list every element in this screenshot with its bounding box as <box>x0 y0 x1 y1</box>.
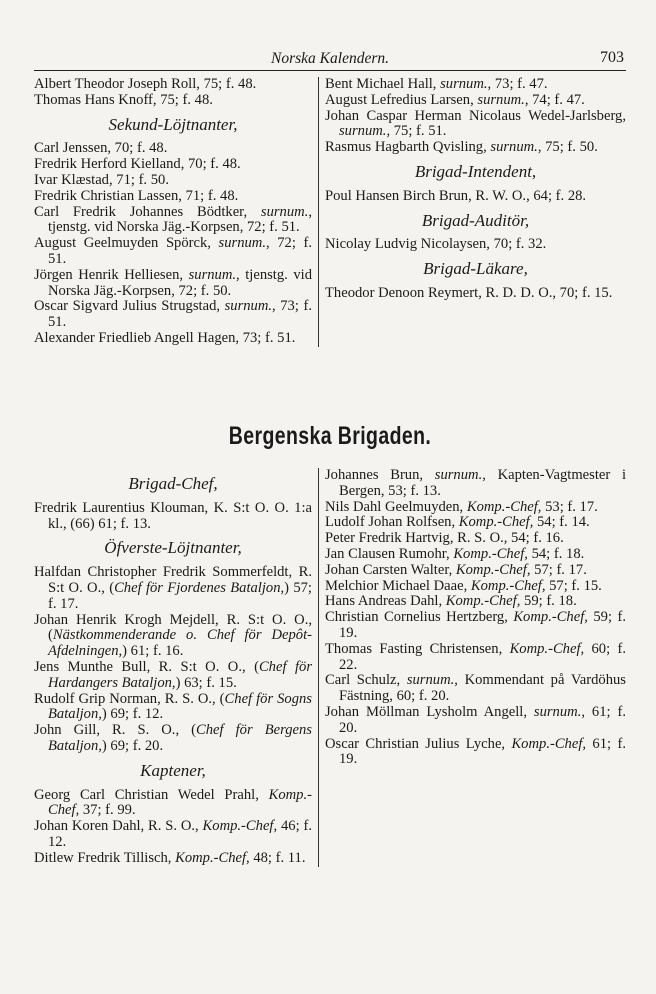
right-column <box>318 77 626 347</box>
italic-text: Chef för Fjordenes Bataljon, <box>114 579 285 596</box>
list-entry <box>34 565 312 612</box>
bottom-section <box>34 468 626 867</box>
italic-text: Chef för Sogns Bataljon, <box>48 690 312 723</box>
running-title: Norska Kalendern. <box>271 50 389 67</box>
text: August Lefredius Larsen, <box>325 91 478 108</box>
text: Johan Carsten Walter, <box>325 561 456 578</box>
list-entry <box>34 660 312 692</box>
text: Fredrik Laurentius Klouman, K. S:t O. O. 1:a kl., (66) 61; f. 13. <box>34 499 312 532</box>
italic-text: surnum. <box>224 298 273 315</box>
list-entry <box>325 468 626 500</box>
italic-text: surnum. <box>218 235 266 252</box>
list-entry <box>325 515 626 531</box>
list-entry <box>325 531 626 547</box>
list-entry <box>34 788 312 820</box>
list-entry <box>325 500 626 516</box>
text: Sekund-Löjtnanter, <box>108 114 238 134</box>
text: Johan Koren Dahl, R. S. O., <box>34 818 203 835</box>
italic-text: Komp.-Chef, <box>466 498 542 515</box>
list-entry <box>325 286 626 302</box>
italic-text: Komp.-Chef, <box>48 786 312 819</box>
text: ) 63; f. 15. <box>175 674 237 691</box>
list-entry <box>34 268 312 300</box>
text: Alexander Friedlieb Angell Hagen, 73; f. 51. <box>34 329 296 346</box>
text: Oscar Sigvard Julius Strugstad, <box>34 298 225 315</box>
list-entry <box>34 236 312 268</box>
text: 54; f. 14. <box>533 514 590 531</box>
text: , 73; f. 47. <box>487 76 548 92</box>
text: Johan Möllman Lysholm Angell, <box>325 703 534 720</box>
list-entry <box>325 579 626 595</box>
section-heading <box>34 540 312 556</box>
text: Thomas Fasting Christensen, <box>325 640 510 657</box>
text: , 73; f. 51. <box>48 298 312 331</box>
text: , Kommendant på Vardöhus Fästning, 60; f. 20. <box>339 672 626 705</box>
italic-text: Komp.-Chef, <box>513 609 588 626</box>
page-number: 703 <box>600 49 624 66</box>
section-title: Bergenska Brigaden. <box>228 422 432 450</box>
list-entry <box>325 140 626 156</box>
list-entry <box>34 189 312 205</box>
section-heading <box>325 210 626 230</box>
text: Peter Fredrik Hartvig, R. S. O., 54; f. 16. <box>325 530 564 547</box>
list-entry <box>325 77 626 93</box>
text: Carl Jenssen, 70; f. 48. <box>34 140 168 157</box>
text: Halfdan Christopher Fredrik Sommerfeldt, R. S:t O. O., ( <box>34 564 312 596</box>
text: , 75; f. 50. <box>537 139 598 156</box>
text: Melchior Michael Daae, <box>325 577 471 594</box>
text: Bent Michael Hall, <box>325 76 441 92</box>
text: 61; f. 19. <box>339 735 626 768</box>
list-entry <box>325 563 626 579</box>
list-entry <box>34 299 312 331</box>
top-section <box>34 77 626 347</box>
italic-text: Komp.-Chef, <box>202 818 278 835</box>
list-entry <box>34 851 312 867</box>
list-entry <box>325 547 626 563</box>
text: , 75; f. 51. <box>386 123 447 140</box>
italic-text: surnum. <box>533 703 582 720</box>
italic-text: Komp.-Chef, <box>511 735 587 752</box>
italic-text: Komp.-Chef, <box>445 593 521 610</box>
left-column <box>34 77 318 347</box>
italic-text: Komp.-Chef, <box>453 545 528 562</box>
text: John Gill, R. S. O., ( <box>34 722 197 739</box>
italic-text: Komp.-Chef, <box>509 640 585 657</box>
list-entry <box>34 692 312 724</box>
text: Brigad-Auditör, <box>421 210 530 230</box>
text: ) 69; f. 12. <box>101 706 164 723</box>
text: Kaptener, <box>140 760 206 780</box>
list-entry <box>325 737 626 769</box>
text: August Geelmuyden Spörck, <box>34 235 219 252</box>
section-heading <box>34 760 312 780</box>
text: Brigad-Intendent, <box>414 161 537 181</box>
list-entry <box>325 109 626 141</box>
text: Christian Cornelius Hertzberg, <box>325 609 514 626</box>
text: 54; f. 18. <box>527 545 585 562</box>
text: Brigad-Läkare, <box>423 259 528 279</box>
text: Carl Fredrik Johannes Bödtker, <box>34 203 261 220</box>
text: , tjenstg. vid Norska Jäg.-Korpsen, 72; f. 50. <box>48 266 312 299</box>
text: Georg Carl Christian Wedel Prahl, <box>34 786 269 803</box>
list-entry <box>34 77 312 93</box>
text: Nicolay Ludvig Nicolaysen, 70; f. 32. <box>325 236 547 253</box>
text: Fredrik Herford Kielland, 70; f. 48. <box>34 156 241 173</box>
italic-text: surnum. <box>490 139 538 156</box>
list-entry <box>34 819 312 851</box>
text: ) 61; f. 16. <box>122 643 184 660</box>
text: Hans Andreas Dahl, <box>325 593 446 610</box>
text: 59; f. 18. <box>520 593 577 610</box>
text: Rasmus Hagbarth Qvisling, <box>325 139 491 156</box>
italic-text: Nästkommenderande o. Chef för Depôt-Afdelningen, <box>48 627 312 660</box>
text: Öfverste-Löjtnanter, <box>104 538 242 558</box>
list-entry <box>34 157 312 173</box>
italic-text: surnum. <box>406 672 455 689</box>
text: Ivar Klæstad, 71; f. 50. <box>34 171 169 188</box>
text: 57; f. 15. <box>545 577 602 594</box>
italic-text: Chef för Bergens Bataljon, <box>48 722 312 754</box>
text: Rudolf Grip Norman, R. S. O., ( <box>34 690 225 707</box>
text: Carl Schulz, <box>325 672 407 689</box>
text: 53; f. 17. <box>541 498 598 515</box>
italic-text: surnum. <box>188 266 237 283</box>
list-entry <box>34 93 312 109</box>
text: Jens Munthe Bull, R. S:t O. O., ( <box>34 658 259 675</box>
text: Poul Hansen Birch Brun, R. W. O., 64; f. 28. <box>325 187 587 204</box>
italic-text: surnum. <box>440 76 488 92</box>
italic-text: Komp.-Chef, <box>470 577 546 594</box>
list-entry <box>325 610 626 642</box>
section-heading <box>34 476 312 492</box>
italic-text: surnum. <box>260 203 309 220</box>
list-entry <box>34 173 312 189</box>
text: 57; f. 17. <box>530 561 587 578</box>
list-entry <box>34 331 312 347</box>
text: Oscar Christian Julius Lyche, <box>325 735 512 752</box>
list-entry <box>325 189 626 205</box>
list-entry <box>34 613 312 660</box>
text: ) 69; f. 20. <box>101 737 164 754</box>
text: Nils Dahl Geelmuyden, <box>325 498 467 515</box>
list-entry <box>34 141 312 157</box>
text: ) 57; f. 17. <box>48 579 312 612</box>
section-heading <box>34 114 312 134</box>
section-heading <box>325 261 626 277</box>
list-entry <box>325 93 626 109</box>
list-entry <box>325 673 626 705</box>
text: Johannes Brun, <box>325 467 435 483</box>
page-header <box>34 48 626 71</box>
text: , 74; f. 47. <box>524 91 585 108</box>
text: Ditlew Fredrik Tillisch, <box>34 849 176 866</box>
italic-text: surnum. <box>477 91 525 108</box>
text: Johan Henrik Krogh Mejdell, R. S:t O. O., ( <box>34 611 312 644</box>
text: Albert Theodor Joseph Roll, 75; f. 48. <box>34 76 257 92</box>
italic-text: Chef för Hardangers Bataljon, <box>48 658 312 691</box>
italic-text: surnum. <box>339 123 387 140</box>
text: , 72; f. 51. <box>48 235 312 267</box>
text: Theodor Denoon Reymert, R. D. D. O., 70; f. 15. <box>325 284 613 301</box>
text: 59; f. 19. <box>339 609 626 641</box>
text: 48; f. 11. <box>249 849 306 866</box>
list-entry <box>325 237 626 253</box>
text: Johan Caspar Herman Nicolaus Wedel-Jarlsberg, <box>325 107 626 124</box>
italic-text: Komp.-Chef, <box>458 514 534 531</box>
text: Fredrik Christian Lassen, 71; f. 48. <box>34 187 239 204</box>
text: , 61; f. 20. <box>339 703 626 736</box>
list-entry <box>34 501 312 533</box>
list-entry <box>34 723 312 755</box>
text: Ludolf Johan Rolfsen, <box>325 514 459 531</box>
italic-text: Komp.-Chef, <box>455 561 531 578</box>
list-entry <box>325 642 626 674</box>
italic-text: surnum. <box>434 467 483 483</box>
list-entry <box>325 594 626 610</box>
list-entry <box>325 705 626 737</box>
italic-text: Komp.-Chef, <box>175 849 250 866</box>
right-column <box>318 468 626 867</box>
text: Thomas Hans Knoff, 75; f. 48. <box>34 91 213 108</box>
text: , Kapten-Vagtmester i Bergen, 53; f. 13. <box>339 467 627 499</box>
text: Brigad-Chef, <box>128 474 218 493</box>
text: 46; f. 12. <box>48 818 312 850</box>
list-entry <box>34 205 312 237</box>
section-heading <box>325 161 626 181</box>
text: Jan Clausen Rumohr, <box>325 545 454 562</box>
text: Jörgen Henrik Helliesen, <box>34 266 189 283</box>
text: , tjenstg. vid Norska Jäg.-Korpsen, 72; f. 51. <box>48 203 312 236</box>
text: 37; f. 99. <box>79 802 136 819</box>
left-column <box>34 468 318 867</box>
text: 60; f. 22. <box>339 640 626 673</box>
